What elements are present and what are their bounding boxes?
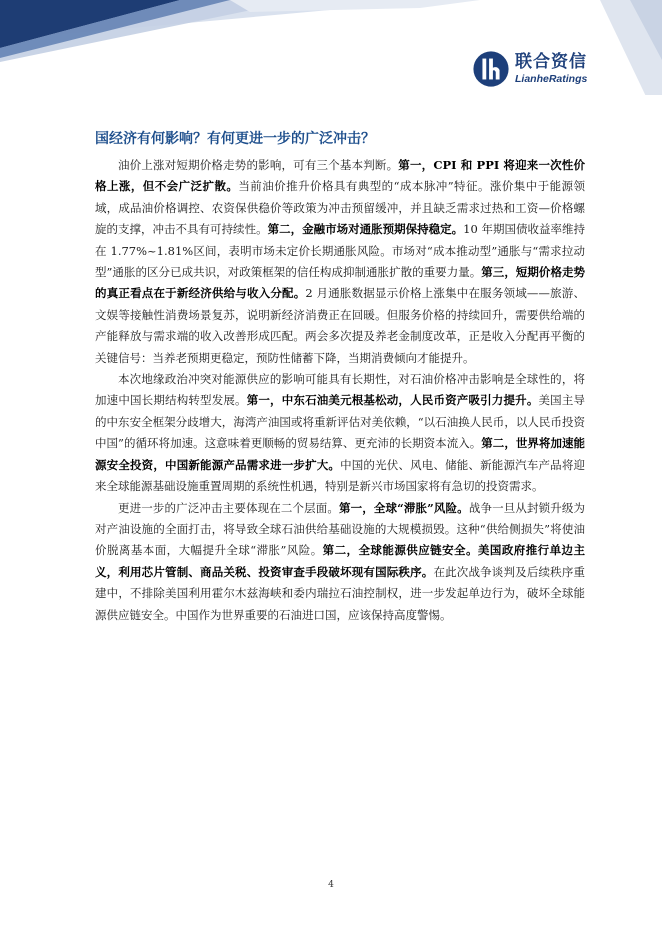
text-run: 更进一步的广泛冲击主要体现在二个层面。 bbox=[118, 500, 339, 515]
bold-text-run: 第一，CPI 和 PPI 将迎来一次性价格上涨，但不会广泛扩散。 bbox=[95, 158, 585, 194]
section-heading: 国经济有何影响？有何更进一步的广泛冲击？ bbox=[95, 131, 375, 147]
text-run: 战争一旦从封锁升级为对产油设施的全面打击，将导致全球石油供给基础设施的大规模损毁。这种“供给侧损失”将使油价脱离基本面，大幅提升全球“滞胀”风险。 bbox=[95, 500, 585, 558]
text-run: 中国的光伏、风电、储能、新能源汽车产品将迎来全球能源基础设施重置周期的系统性机遇，特别是新兴市场国家将有急切的投资需求。 bbox=[95, 457, 586, 494]
logo-name-cn: 联合资信 bbox=[515, 51, 587, 72]
body-text bbox=[95, 155, 585, 626]
bold-text-run: 第二，全球能源供应链安全。美国政府推行单边主义，利用芯片管制、商品关税、投资审查手段破坏现有国际秩序。 bbox=[95, 543, 585, 579]
paragraph bbox=[95, 369, 585, 497]
lianhe-logo-icon bbox=[472, 50, 510, 88]
bold-text-run: 第二，金融市场对通胀预期保持稳定。 bbox=[267, 222, 464, 237]
text-run: 油价上涨对短期价格走势的影响，可有三个基本判断。 bbox=[118, 158, 399, 172]
paragraph bbox=[95, 155, 585, 369]
paragraph bbox=[95, 498, 585, 626]
text-run: 当前油价推升价格具有典型的“成本脉冲”特征。涨价集中于能源领域，成品油价格调控、农资保供稳价等政策为冲击预留缓冲，并且缺乏需求过热和工资—价格螺旋的支撑，冲击不具有可持续性。 bbox=[95, 179, 585, 237]
text-run: 2 月通胀数据显示价格上涨集中在服务领域——旅游、文娱等接触性消费场景复苏，说明新经济消费正在回暖。但服务价格的持续回升，需要供给端的产能释放与需求端的收入改善形成匹配。两会多次提及养老金制度改革，正是收入分配再平衡的关键信号：当养老预期更稳定，预防性储蓄下降，当期消费倾向才能提升。 bbox=[95, 286, 585, 365]
bold-text-run: 第一，中东石油美元根基松动，人民币资产吸引力提升。 bbox=[246, 393, 539, 408]
page-number: 4 bbox=[328, 880, 334, 890]
bold-text-run: 第二，世界将加速能源安全投资，中国新能源产品需求进一步扩大。 bbox=[95, 436, 585, 472]
text-run: 在此次战争谈判及后续秩序重建中，不排除美国利用霍尔木兹海峡和委内瑞拉石油控制权，进一步发起单边行为，破坏全球能源供应链安全。中国作为世界重要的石油进口国，应该保持高度警惕。 bbox=[95, 564, 586, 622]
text-run: 美国主导的中东安全框架分歧增大，海湾产油国或将重新评估对美依赖，“以石油换人民币，以人民币投资中国”的循环将加速。这意味着更顺畅的贸易结算、更充沛的长期资本流入。 bbox=[95, 393, 585, 451]
text-run: 10 年期国债收益率维持在 1.77%~1.81%区间，表明市场未定价长期通胀风险。市场对“成本推动型”通胀与“需求拉动型”通胀的区分已成共识，对政策框架的信任构成抑制通胀扩散的重要力量。 bbox=[95, 222, 586, 280]
bold-text-run: 第一，全球“滞胀”风险。 bbox=[339, 500, 469, 515]
text-run: 本次地缘政治冲突对能源供应的影响可能具有长期性，对石油价格冲击影响是全球性的，将加速中国长期结构转型发展。 bbox=[95, 372, 585, 408]
company-logo bbox=[472, 50, 587, 88]
bold-text-run: 第三，短期价格走势的真正看点在于新经济供给与收入分配。 bbox=[95, 265, 585, 301]
logo-name-en: LianheRatings bbox=[515, 72, 588, 85]
